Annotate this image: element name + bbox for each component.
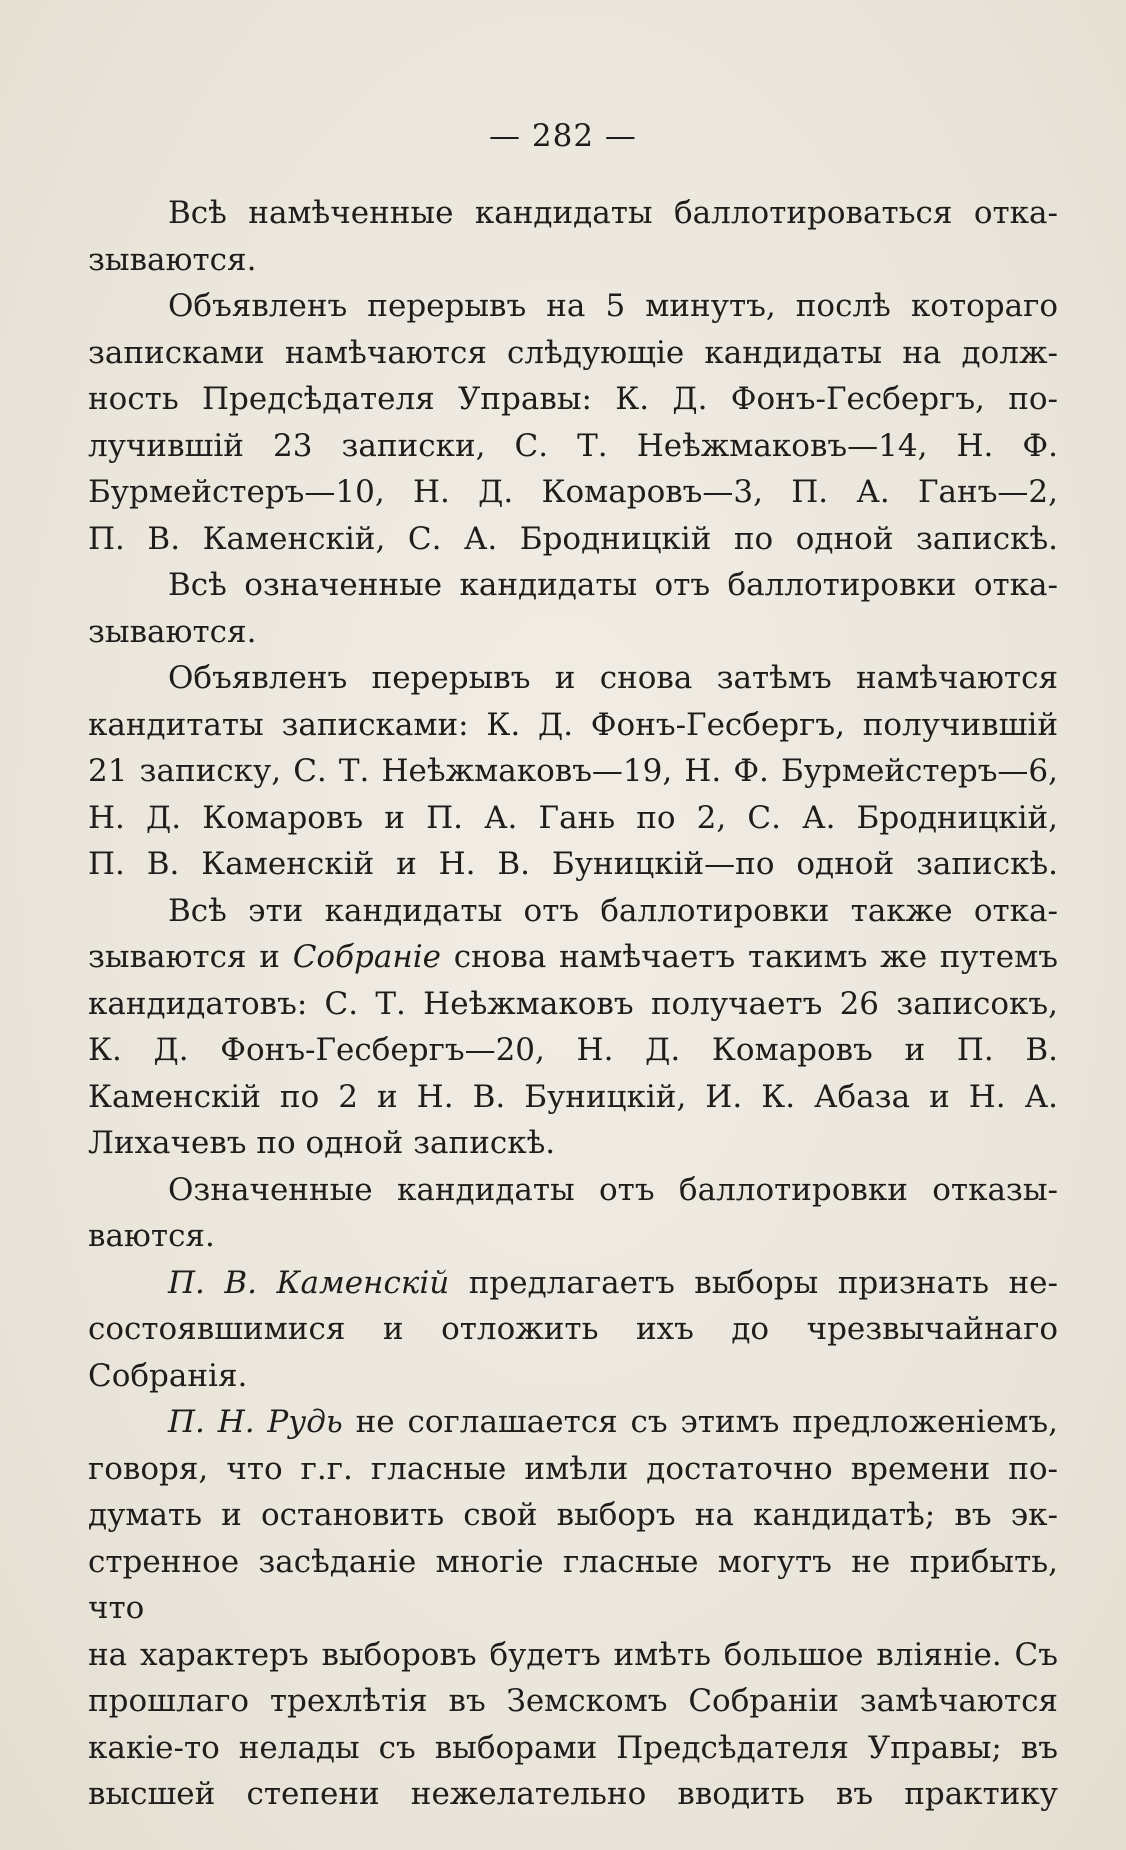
page-number: — 282 — [489, 118, 637, 154]
italic-term: Собраніе [292, 939, 441, 975]
text-line: зываются. [88, 613, 257, 650]
text-line: какіе-то нелады съ выборами Предсѣдателя Управы; въ [88, 1729, 1058, 1766]
paragraph-1 [88, 190, 1058, 283]
text-line: на характеръ выборовъ будетъ имѣть большое вліяніе. Съ [88, 1636, 1058, 1673]
text-line: стренное засѣданіе многіе гласные могутъ не прибыть, что [88, 1543, 1058, 1626]
text-line: ваются. [88, 1218, 215, 1254]
paragraph-6 [88, 1167, 1058, 1260]
text-line: Всѣ намѣченные кандидаты баллотироваться отка- [168, 195, 1058, 231]
text-line [88, 1260, 1058, 1307]
text-line: состоявшимися и отложить ихъ до чрезвычайнаго Собранія. [88, 1311, 1058, 1394]
text-line: Объявленъ перерывъ и снова затѣмъ намѣчаются [168, 660, 1058, 696]
text-fragment: не соглашается съ этимъ предложеніемъ, [342, 1404, 1058, 1440]
text-line: Бурмейстеръ—10, Н. Д. Комаровъ—3, П. А. Ганъ—2, [88, 474, 1058, 510]
speaker-name: П. В. Каменскій [168, 1264, 450, 1301]
text-fragment: предлагаетъ выборы признать не- [449, 1264, 1058, 1301]
text-line: Всѣ эти кандидаты отъ баллотировки также отка- [168, 892, 1058, 929]
paragraph-4 [88, 655, 1058, 888]
text-line: Всѣ означенные кандидаты отъ баллотировки отка- [168, 567, 1058, 603]
text-line: говоря, что г.г. гласные имѣли достаточно времени по- [88, 1450, 1058, 1487]
body-text [88, 190, 1058, 1818]
paragraph-7 [88, 1260, 1058, 1400]
text-line: Н. Д. Комаровъ и П. А. Гань по 2, С. А. Бродницкій, [88, 799, 1058, 836]
text-line: кандитаты записками: К. Д. Фонъ-Гесбергъ, получившій [88, 706, 1058, 743]
text-line: К. Д. Фонъ-Гесбергъ—20, Н. Д. Комаровъ и П. В. [88, 1032, 1058, 1068]
text-line: думать и остановить свой выборъ на кандидатѣ; въ эк- [88, 1497, 1058, 1533]
text-line: ность Предсѣдателя Управы: К. Д. Фонъ-Гесбергъ, по- [88, 381, 1058, 417]
text-line: лучившій 23 записки, С. Т. Неѣжмаковъ—14, Н. Ф. [88, 427, 1058, 464]
text-line: Каменскій по 2 и Н. В. Буницкій, И. К. Абаза и Н. А. [88, 1078, 1058, 1115]
text-line: Объявленъ перерывъ на 5 минутъ, послѣ котораго [168, 288, 1058, 324]
text-line: кандидатовъ: С. Т. Неѣжмаковъ получаетъ 26 записокъ, [88, 985, 1058, 1022]
text-line: П. В. Каменскій и Н. В. Буницкій—по одной запискѣ. [88, 846, 1058, 882]
text-line: прошлаго трехлѣтія въ Земскомъ Собраніи замѣчаются [88, 1683, 1058, 1719]
speaker-name: П. Н. Рудь [168, 1404, 343, 1440]
text-line: П. В. Каменскій, С. А. Бродницкій по одной запискѣ. [88, 520, 1058, 557]
paragraph-2 [88, 283, 1058, 562]
text-line [88, 934, 1058, 981]
paragraph-5 [88, 888, 1058, 1167]
text-line: 21 записку, С. Т. Неѣжмаковъ—19, Н. Ф. Бурмейстеръ—6, [88, 753, 1058, 789]
paragraph-3 [88, 562, 1058, 655]
text-fragment: зываются и [88, 939, 293, 975]
text-fragment: снова намѣчаетъ такимъ же путемъ [441, 939, 1058, 975]
text-line: Означенные кандидаты отъ баллотировки отказы- [168, 1171, 1058, 1208]
text-line: записками намѣчаются слѣдующіе кандидаты на долж- [88, 334, 1058, 371]
text-line: Лихачевъ по одной запискѣ. [88, 1125, 556, 1161]
paragraph-8 [88, 1399, 1058, 1818]
text-line: зываются. [88, 241, 257, 278]
text-line [88, 1399, 1058, 1446]
text-line: высшей степени нежелательно вводить въ практику [88, 1776, 1058, 1812]
